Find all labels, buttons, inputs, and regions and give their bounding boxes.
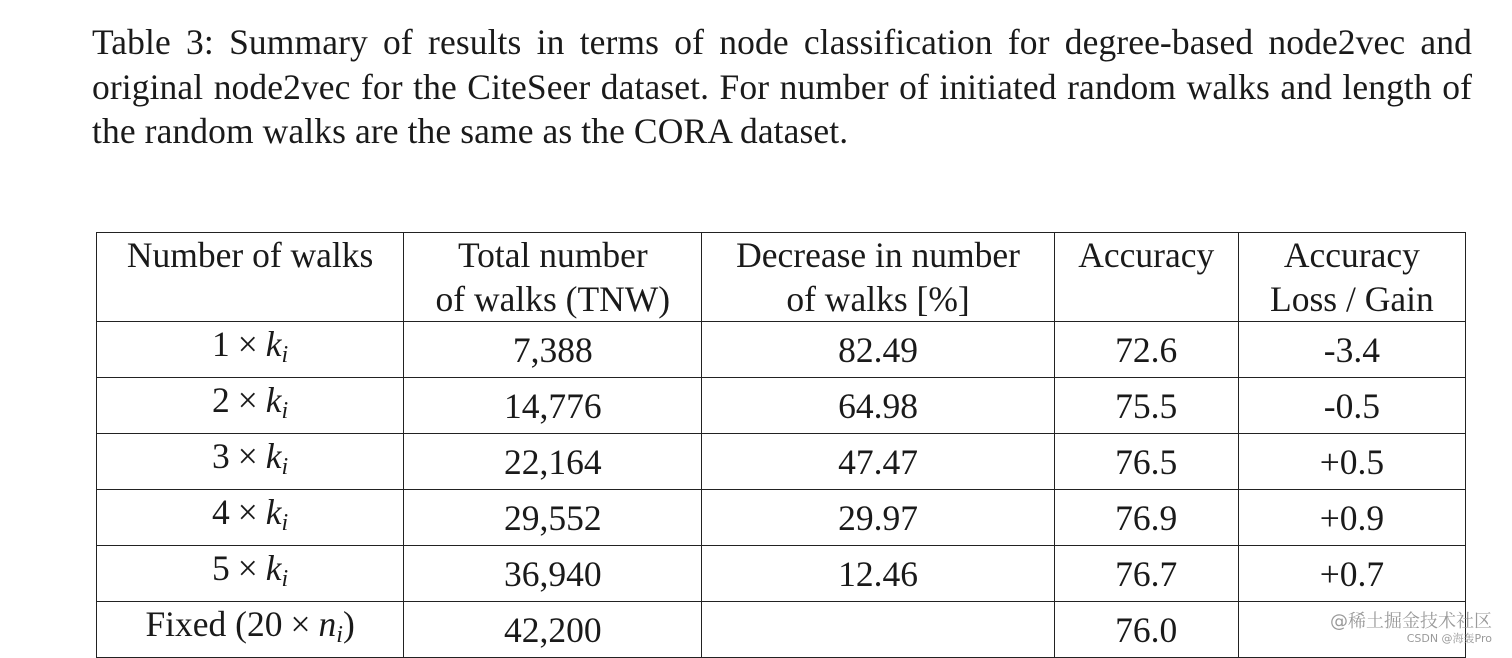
table-header-row	[97, 233, 1466, 322]
cell-tnw: 7,388	[404, 322, 702, 378]
watermark-juejin: @稀土掘金技术社区	[1330, 611, 1492, 632]
cell-loss-gain: -3.4	[1238, 322, 1465, 378]
table-row	[97, 434, 1466, 490]
header-decrease-in-walks: Decrease in number of walks [%]	[702, 233, 1054, 322]
cell-accuracy: 76.0	[1054, 602, 1238, 658]
cell-tnw: 14,776	[404, 378, 702, 434]
cell-decrease: 29.97	[702, 490, 1054, 546]
cell-number-of-walks: $3 \times k_i$	[97, 434, 404, 490]
cell-loss-gain: +0.9	[1238, 490, 1465, 546]
header-number-of-walks: Number of walks	[97, 233, 404, 322]
table-row	[97, 602, 1466, 658]
cell-decrease	[702, 602, 1054, 658]
cell-number-of-walks: $4 \times k_i$	[97, 490, 404, 546]
table-row	[97, 322, 1466, 378]
table-caption: Table 3: Summary of results in terms of node classification for degree-based node2vec and original node2vec for the CiteSeer dataset. For number of initiated random walks and length of the random walks are the same as the CORA dataset.	[92, 22, 1472, 151]
cell-loss-gain: +0.7	[1238, 546, 1465, 602]
table-row	[97, 490, 1466, 546]
header-accuracy: Accuracy	[1054, 233, 1238, 322]
cell-number-of-walks: $1 \times k_i$	[97, 322, 404, 378]
cell-decrease: 82.49	[702, 322, 1054, 378]
results-table	[96, 232, 1466, 658]
header-accuracy-loss-gain: Accuracy Loss / Gain	[1238, 233, 1465, 322]
cell-number-of-walks: $2 \times k_i$	[97, 378, 404, 434]
cell-accuracy: 72.6	[1054, 322, 1238, 378]
cell-decrease: 12.46	[702, 546, 1054, 602]
table-row	[97, 378, 1466, 434]
cell-loss-gain: -0.5	[1238, 378, 1465, 434]
cell-accuracy: 75.5	[1054, 378, 1238, 434]
watermark-csdn: CSDN @海轰Pro	[1406, 632, 1492, 645]
cell-accuracy: 76.5	[1054, 434, 1238, 490]
cell-tnw: 29,552	[404, 490, 702, 546]
cell-tnw: 22,164	[404, 434, 702, 490]
cell-tnw: 42,200	[404, 602, 702, 658]
cell-tnw: 36,940	[404, 546, 702, 602]
cell-number-of-walks: Fixed $(20 \times n_i)$	[97, 602, 404, 658]
cell-loss-gain: +0.5	[1238, 434, 1465, 490]
cell-number-of-walks: $5 \times k_i$	[97, 546, 404, 602]
cell-accuracy: 76.7	[1054, 546, 1238, 602]
header-total-number-of-walks: Total number of walks (TNW)	[404, 233, 702, 322]
cell-accuracy: 76.9	[1054, 490, 1238, 546]
watermark	[1330, 612, 1492, 646]
table-row	[97, 546, 1466, 602]
cell-decrease: 64.98	[702, 378, 1054, 434]
cell-decrease: 47.47	[702, 434, 1054, 490]
